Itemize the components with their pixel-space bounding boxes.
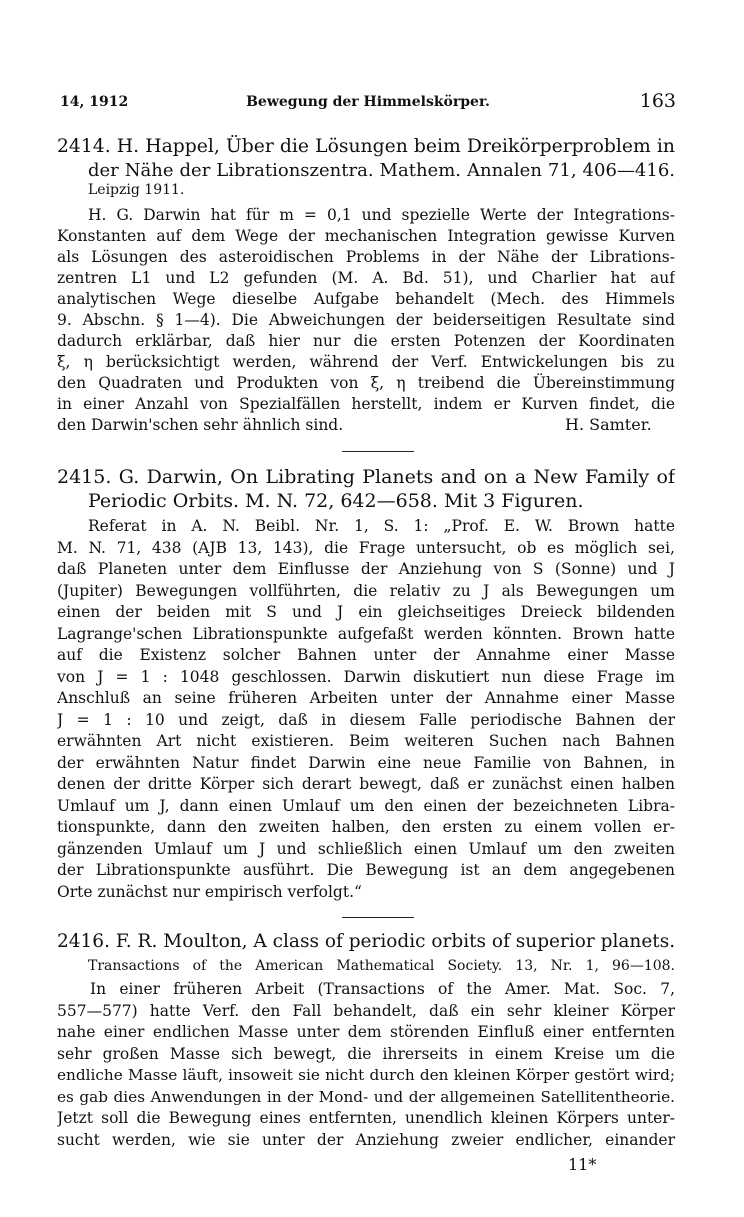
entry-text-line: der erwähnten Natur findet Darwin eine neue Familie von Bahnen, in xyxy=(57,754,675,772)
entry-text-line: Orte zunächst nur empirisch verfolgt.“ xyxy=(57,883,362,901)
entry-text-line: daß Planeten unter dem Einflusse der Anziehung von S (Sonne) und J xyxy=(57,560,675,578)
entry-text-line: analytischen Wege dieselbe Aufgabe behandelt (Mech. des Himmels xyxy=(57,290,675,308)
entry-source-line: Transactions of the American Mathematical Society. 13, Nr. 1, 96—108. xyxy=(88,958,675,974)
entry-text-line: ξ, η berücksichtigt werden, während der Verf. Entwickelungen bis zu xyxy=(57,353,675,371)
entry-text-line: Referat in A. N. Beibl. Nr. 1, S. 1: „Prof. E. W. Brown hatte xyxy=(88,517,675,535)
entry-text-line: tionspunkte, dann den zweiten halben, den ersten zu einem vollen er- xyxy=(57,818,675,836)
section-divider xyxy=(342,451,414,452)
page-header xyxy=(60,92,676,114)
entry-source-line: Leipzig 1911. xyxy=(88,182,185,198)
entry-text-line: In einer früheren Arbeit (Transactions of the Amer. Mat. Soc. 7, xyxy=(90,980,675,998)
entry-text-line: Umlauf um J, dann einen Umlauf um den einen der bezeichneten Libra- xyxy=(57,797,675,815)
entry-text-line: Konstanten auf dem Wege der mechanischen Integration gewisse Kurven xyxy=(57,227,675,245)
entry-text-line: von J = 1 : 1048 geschlossen. Darwin diskutiert nun diese Frage im xyxy=(57,668,675,686)
entry-text-line: als Lösungen des asteroidischen Problems in der Nähe der Librations- xyxy=(57,248,675,266)
header-running-title: Bewegung der Himmelskörper. xyxy=(246,94,490,110)
header-volume-year: 14, 1912 xyxy=(60,94,129,110)
entry-text-line: J = 1 : 10 und zeigt, daß in diesem Falle periodische Bahnen der xyxy=(57,711,675,729)
page-number: 163 xyxy=(639,90,676,112)
entry-text-line: 557—577) hatte Verf. den Fall behandelt, daß ein sehr kleiner Körper xyxy=(57,1002,675,1020)
entry-text-line: den Quadraten und Produkten von ξ, η treibend die Übereinstimmung xyxy=(57,374,675,392)
printer-signature-mark: 11* xyxy=(568,1155,597,1174)
entry-text-line: einen der beiden mit S und J ein gleichseitiges Dreieck bildenden xyxy=(57,603,675,621)
entry-text-line: gänzenden Umlauf um J und schließlich einen Umlauf um den zweiten xyxy=(57,840,675,858)
entry-text-line: Anschluß an seine früheren Arbeiten unter der Annahme einer Masse xyxy=(57,689,675,707)
entry-text-line: erwähnten Art nicht existieren. Beim weiteren Suchen nach Bahnen xyxy=(57,732,675,750)
entry-text-line: es gab dies Anwendungen in der Mond- und der allgemeinen Satellitentheorie. xyxy=(57,1088,675,1106)
entry-text-line: sehr großen Masse sich bewegt, die ihrerseits in einem Kreise um die xyxy=(57,1045,675,1063)
entry-text-line: Jetzt soll die Bewegung eines entfernten, unendlich kleinen Körpers unter- xyxy=(57,1109,675,1127)
entry-title-line: Periodic Orbits. M. N. 72, 642—658. Mit 3 Figuren. xyxy=(88,490,584,512)
entry-text-line: 9. Abschn. § 1—4). Die Abweichungen der beiderseitigen Resultate sind xyxy=(57,311,675,329)
entry-text-line: (Jupiter) Bewegungen vollführten, die relativ zu J als Bewegungen um xyxy=(57,582,675,600)
entry-text-line: endliche Masse läuft, insoweit sie nicht durch den kleinen Körper gestört wird; xyxy=(57,1066,675,1084)
entry-text-line: zentren L1 und L2 gefunden (M. A. Bd. 51), und Charlier hat auf xyxy=(57,269,675,287)
entry-text-line: der Librationspunkte ausführt. Die Bewegung ist an dem angegebenen xyxy=(57,861,675,879)
section-divider xyxy=(342,917,414,918)
entry-text-line: M. N. 71, 438 (AJB 13, 143), die Frage untersucht, ob es möglich sei, xyxy=(57,539,675,557)
entry-text-line: denen der dritte Körper sich derart bewegt, daß er zunächst einen halben xyxy=(57,775,675,793)
reviewer-signature: H. Samter. xyxy=(565,415,652,434)
entry-title-line: 2416. F. R. Moulton, A class of periodic orbits of superior planets. xyxy=(57,931,675,952)
entry-text-line: dadurch erklärbar, daß hier nur die ersten Potenzen der Koordinaten xyxy=(57,332,675,350)
entry-title-line: 2414. H. Happel, Über die Lösungen beim Dreikörperproblem in xyxy=(57,136,675,157)
entry-text-line: H. G. Darwin hat für m = 0,1 und spezielle Werte der Integrations- xyxy=(88,206,675,224)
entry-text-line: sucht werden, wie sie unter der Anziehung zweier endlicher, einander xyxy=(57,1131,675,1149)
entry-title-line: der Nähe der Librationszentra. Mathem. Annalen 71, 406—416. xyxy=(88,160,675,181)
entry-title-line: 2415. G. Darwin, On Librating Planets and on a New Family of xyxy=(57,466,675,488)
entry-text-line: den Darwin'schen sehr ähnlich sind. xyxy=(57,416,344,434)
entry-text-line: in einer Anzahl von Spezialfällen herstellt, indem er Kurven findet, die xyxy=(57,395,675,413)
entry-text-line: auf die Existenz solcher Bahnen unter der Annahme einer Masse xyxy=(57,646,675,664)
entry-text-line: nahe einer endlichen Masse unter dem störenden Einfluß einer entfernten xyxy=(57,1023,675,1041)
entry-text-line: Lagrange'schen Librationspunkte aufgefaßt werden könnten. Brown hatte xyxy=(57,625,675,643)
